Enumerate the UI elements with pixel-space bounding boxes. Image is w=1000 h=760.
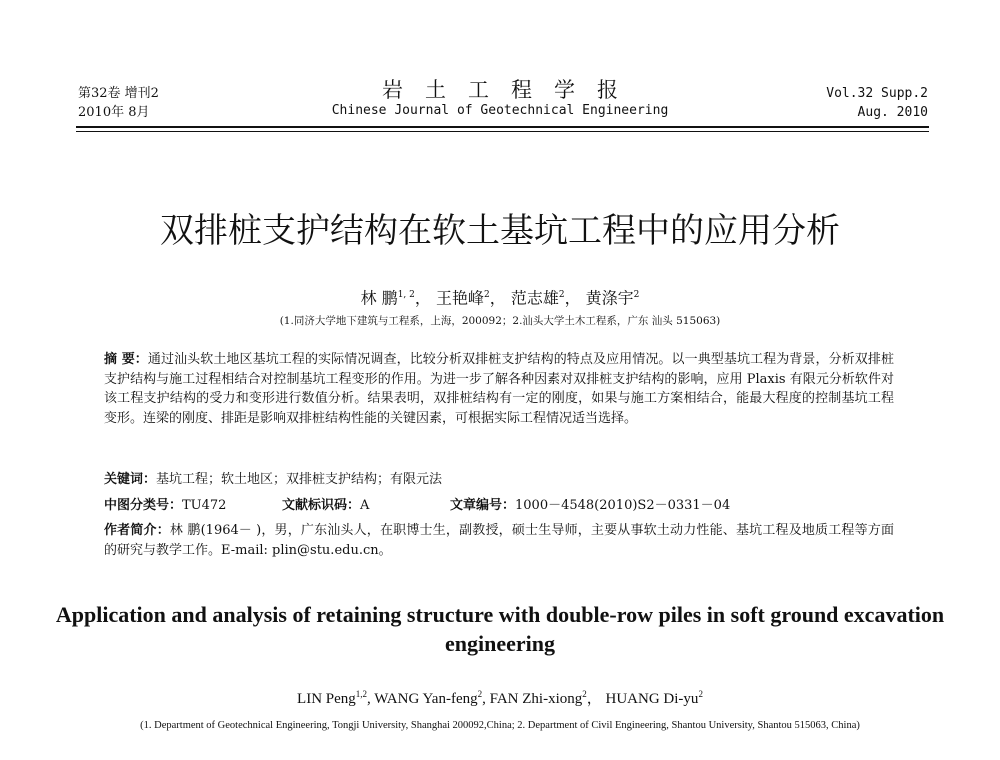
journal-title-en: Chinese Journal of Geotechnical Engineering — [331, 103, 669, 118]
author-cn-sup: 2 — [483, 290, 490, 300]
doc-code-value: A — [360, 498, 370, 513]
article-title-en: Application and analysis of retaining structure with double-row piles in soft ground excavation engineering — [55, 602, 945, 656]
header-right — [826, 84, 928, 122]
doc-code-label: 文献标识码： — [282, 498, 361, 513]
author-en-sup: 2 — [582, 689, 587, 699]
keywords-line — [104, 470, 442, 489]
keywords-label: 关键词： — [104, 472, 157, 487]
article-no-value: 1000－4548(2010)S2－0331－04 — [515, 498, 731, 513]
date-en: Aug. 2010 — [857, 105, 928, 120]
classification-line — [104, 496, 730, 515]
author-en-sup: 1,2 — [355, 689, 368, 699]
clc-label: 中图分类号： — [104, 498, 183, 513]
article-no-label: 文章编号： — [450, 498, 516, 513]
abstract-text: 通过汕头软土地区基坑工程的实际情况调查，比较分析双排桩支护结构的特点及应用情况。以一典型基坑工程为背景，分析双排桩支护结构与施工过程相结合对控制基坑工程变形的作用。为进一步了解各种因素对双排桩支护结构的影响，应用 Plaxis 有限元分析软件对该工程支护结构的受力和变形进行数值分析。结果表明，双排桩结构有一定的刚度，如果与施工方案相结合，能最大程度的控制基坑工程变形。连梁的刚度、排距是影响双排桩结构性能的关键因素，可根据实际工程情况适当选择。 — [104, 352, 894, 426]
author-cn-sup: 2 — [558, 290, 565, 300]
author-bio-text: 林 鹏(1964－ )，男，广东汕头人，在职博士生，副教授，硕士生导师，主要从事软土动力性能、基坑工程及地质工程等方面的研究与教学工作。E-mail: plin@stu.edu.cn。 — [104, 523, 894, 558]
author-en-sup: 2 — [477, 689, 483, 699]
author-en-name: WANG Yan-feng — [374, 691, 478, 707]
author-cn-name: 黄涤宇 — [585, 288, 634, 308]
abstract-label: 摘 要： — [104, 352, 148, 367]
volume-issue-cn: 第32卷 增刊2 — [78, 86, 159, 101]
affiliation-en: (1. Department of Geotechnical Engineering, Tongji University, Shanghai 200092,China; 2. Department of Civil Engineering, Shantou University, Shantou 515063, China) — [140, 720, 860, 731]
author-cn-name: 范志雄 — [510, 288, 559, 308]
author-en-name: FAN Zhi-xiong — [489, 691, 583, 707]
article-title-cn: 双排桩支护结构在软土基坑工程中的应用分析 — [160, 211, 840, 251]
authors-en: LIN Peng$^{1,2}$, WANG Yan-feng$^2$, FAN Zhi-xiong$^2$， HUANG $Di-yu^2$ — [297, 689, 703, 707]
volume-issue-en: Vol.32 Supp.2 — [826, 86, 928, 101]
author-cn-sup: 1, 2 — [397, 290, 415, 300]
affiliation-cn: (1.同济大学地下建筑与工程系，上海，200092；2.汕头大学土木工程系，广东 汕头 515063) — [279, 315, 721, 327]
authors-cn: 林 鹏$^{1, 2}$， 王艳峰$^2$， 范志雄$^2$， 黄涤宇$^2$ — [360, 288, 640, 308]
author-en-name: HUANG Di-yu — [605, 691, 699, 707]
author-cn-name: 王艳峰 — [435, 288, 484, 308]
abstract-cn — [104, 350, 894, 428]
header-rule-thin — [76, 131, 929, 132]
author-en-sup: 2 — [698, 689, 703, 699]
author-cn-sup: 2 — [633, 290, 640, 300]
author-bio — [104, 521, 894, 560]
author-en-name: LIN Peng — [297, 691, 356, 707]
journal-title-cn: 岩土工程学报 — [382, 78, 640, 102]
keywords-text: 基坑工程；软土地区；双排桩支护结构；有限元法 — [156, 472, 443, 487]
header-rule-thick — [76, 126, 929, 128]
clc-value: TU472 — [182, 498, 227, 513]
author-cn-name: 林 鹏 — [360, 288, 398, 308]
date-cn: 2010年 8月 — [78, 105, 150, 120]
author-bio-label: 作者简介： — [104, 523, 170, 538]
